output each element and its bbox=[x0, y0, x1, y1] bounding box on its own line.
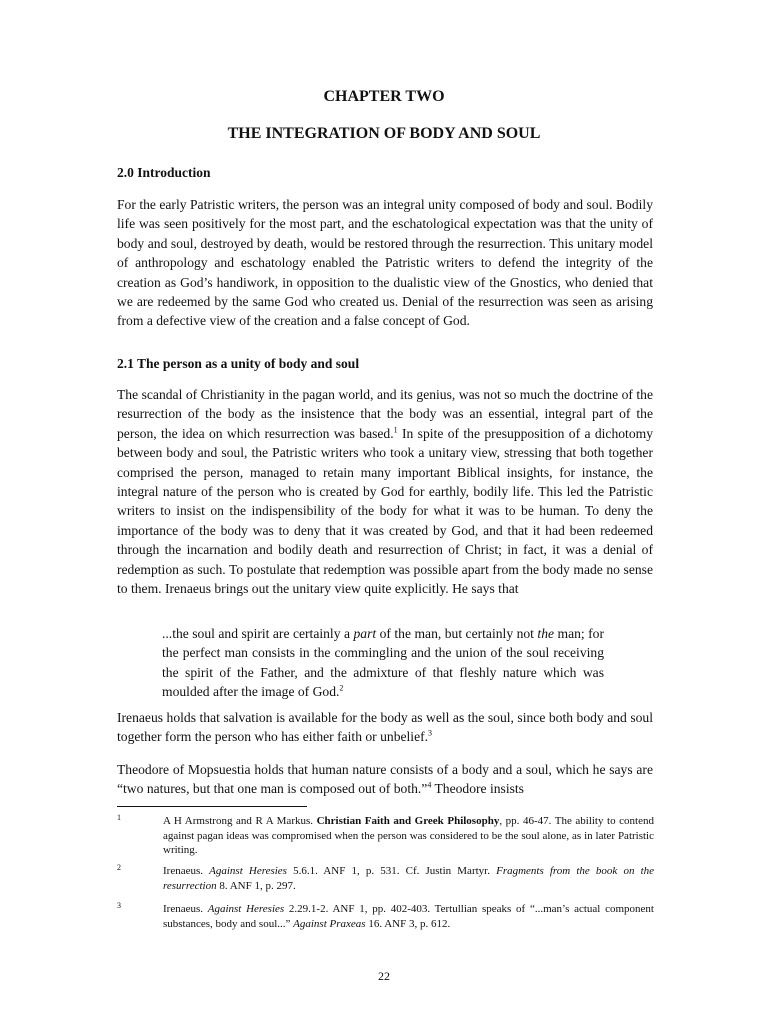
footnote-book-title: Christian Faith and Greek Philosophy bbox=[316, 815, 500, 827]
page-number: 22 bbox=[378, 969, 390, 983]
footnote-text-part: 5.6.1. ANF 1, p. 531. Cf. Justin Martyr. bbox=[286, 865, 497, 877]
footnote-ref: 4 bbox=[427, 780, 432, 790]
footnote-text bbox=[163, 864, 654, 893]
section-heading-2-1: 2.1 The person as a unity of body and soul bbox=[117, 356, 360, 371]
footnote-ref: 3 bbox=[428, 728, 433, 738]
footnote-3 bbox=[117, 902, 654, 931]
footnote-text-part: 16. ANF 3, p. 612. bbox=[365, 917, 451, 930]
footnote-book-title: Against Heresies bbox=[207, 903, 285, 915]
chapter-heading: CHAPTER TWO bbox=[323, 88, 445, 105]
quote-text: ...the soul and spirit are certainly a bbox=[162, 626, 354, 641]
intro-paragraph: For the early Patristic writers, the person was an integral unity composed of body and soul. Bodily life was seen positively for the most part, and the eschatological expectation was that the unity of body and soul, destroyed by death, would be restored through the resurrection. This unitary model of anthropology and eschatology enabled the Patristic writers to defend the integrity of the creation as God’s handiwork, in opposition to the dualistic view of the Gnostics, who denied that we are redeemed by the same God who created us. Denial of the resurrection was seen as arising from a defective view of the creation and a false concept of God. bbox=[117, 197, 653, 329]
footnote-text-part: 8. ANF 1, p. 297. bbox=[216, 879, 296, 892]
paragraph-text: The scandal of Christianity in the pagan world, and its genius, was not so much the doctrine of the resurrection of the body as the insistence that the body was an essential, integral part of the person, the idea on which resurrection was based. bbox=[117, 387, 653, 441]
footnote-ref: 2 bbox=[339, 683, 344, 693]
quote-emphasis: the bbox=[537, 626, 555, 641]
paragraph-text: Theodore of Mopsuestia holds that human nature consists of a body and a soul, which he says are “two natures, but that one man is composed out of both.” bbox=[117, 762, 653, 797]
footnote-divider bbox=[117, 806, 307, 807]
block-quote bbox=[162, 624, 604, 702]
section-heading-intro: 2.0 Introduction bbox=[117, 165, 211, 180]
footnote-text-part: , pp. 46-47. The ability to contend against pagan ideas was compromised when the person was considered to be the soul alone, as in later Patristic writing. bbox=[163, 815, 654, 856]
footnote-text-part: 2.29.1-2. ANF 1, pp. 402-403. Tertullian speaks of “...man’s actual component substances, body and soul...” bbox=[163, 903, 654, 930]
footnote-text-part: Irenaeus. bbox=[163, 865, 210, 877]
footnote-number: 3 bbox=[117, 901, 121, 910]
footnote-ref: 1 bbox=[393, 425, 398, 435]
section-2-1-paragraph bbox=[117, 385, 653, 598]
footnote-1 bbox=[117, 814, 654, 858]
quote-text: man; for the perfect man consists in the commingling and the union of the soul receiving the spirit of the Father, and the admixture of that fleshly nature which was moulded after the image of God. bbox=[162, 626, 604, 700]
footnote-2 bbox=[117, 864, 654, 893]
paragraph-irenaeus-salvation bbox=[117, 708, 653, 747]
footnote-text bbox=[163, 902, 654, 931]
footnote-number: 2 bbox=[117, 863, 121, 872]
footnote-book-title: Fragments from the book on the resurrection bbox=[163, 865, 655, 892]
footnote-book-title: Against Heresies bbox=[209, 865, 287, 877]
quote-text: of the man, but certainly not bbox=[376, 626, 538, 641]
paragraph-theodore bbox=[117, 760, 653, 799]
footnote-number: 1 bbox=[117, 813, 121, 822]
footnote-book-title: Against Praxeas bbox=[293, 917, 366, 930]
footnote-text-part: A H Armstrong and R A Markus. bbox=[163, 815, 317, 827]
quote-emphasis: part bbox=[353, 626, 377, 641]
paragraph-text: Irenaeus holds that salvation is available for the body as well as the soul, since both body and soul together form the person who has either faith or unbelief. bbox=[117, 710, 653, 745]
chapter-title: THE INTEGRATION OF BODY AND SOUL bbox=[227, 125, 541, 142]
footnote-text bbox=[163, 814, 654, 858]
paragraph-text: Theodore insists bbox=[431, 781, 524, 797]
paragraph-text: In spite of the presupposition of a dichotomy between body and soul, the Patristic writers who took a unitary view, stressing that both together comprised the person, managed to retain many important Biblical insights, for instance, the integral nature of the person who is created by God for earthly, bodily life. This led the Patristic writers to insist on the indispensibility of the body for what it was to be human. To deny the importance of the body was to deny that it was created by God, and that it had been redeemed through the incarnation and bodily death and resurrection of Christ; in fact, it was a denial of redemption as such. To postulate that redemption was possible apart from the body made no sense to them. Irenaeus brings out the unitary view quite explicitly. He says that bbox=[117, 425, 654, 597]
footnote-text-part: Irenaeus. bbox=[163, 903, 208, 915]
